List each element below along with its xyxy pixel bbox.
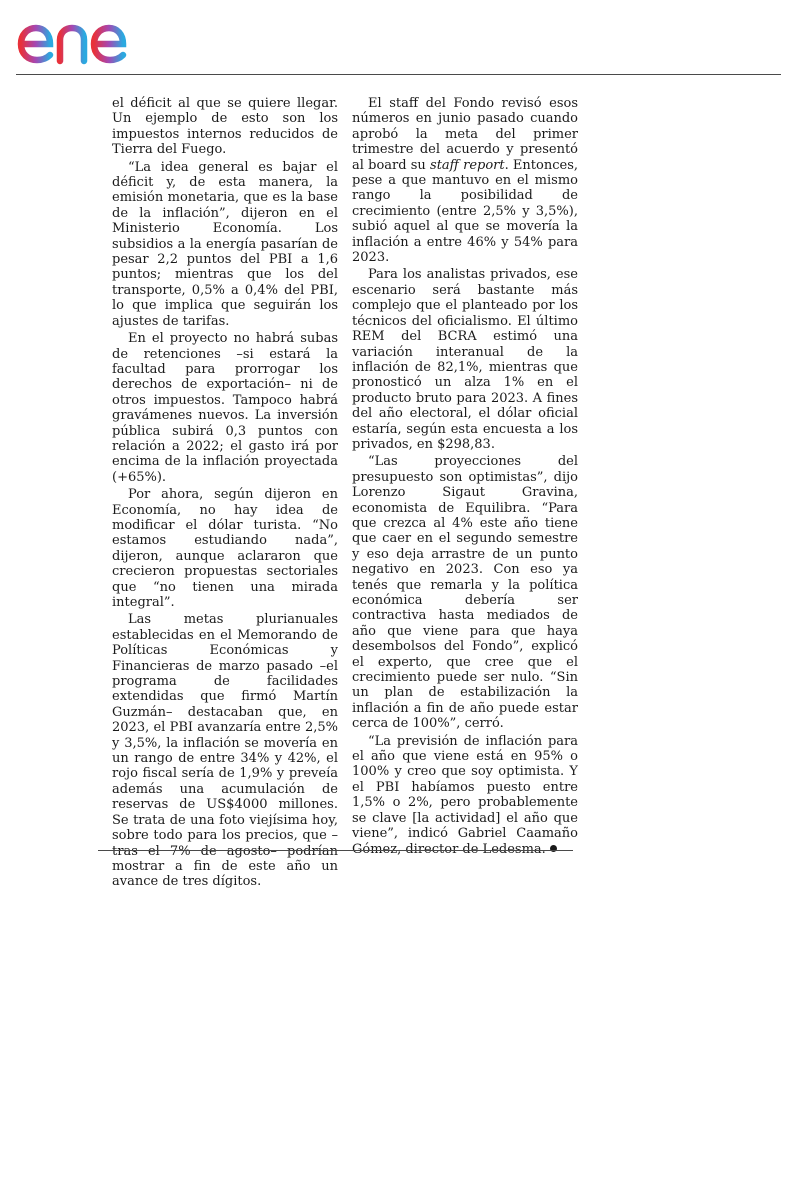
footer-rule xyxy=(98,850,573,851)
paragraph: En el proyecto no habrá subas de retenciones –si estará la facultad para prorrogar los derechos de exportación– ni de otros impuestos. Tampoco habrá gravámenes nuevos. La inversión pública subirá 0,3 puntos con relación a 2022; el gasto irá por encima de la inflación proyectada (+65%). xyxy=(112,331,338,485)
paragraph: el déficit al que se quiere llegar. Un ejemplo de esto son los impuestos internos reducidos de Tierra del Fuego. xyxy=(112,96,338,158)
paragraph xyxy=(352,96,578,265)
paragraph: Por ahora, según dijeron en Economía, no hay idea de modificar el dólar turista. “No estamos estudiando nada”, dijeron, aunque aclararon que crecieron propuestas sectoriales que “no tienen una mirada integral”. xyxy=(112,487,338,610)
text-run: . Entonces, pese a que mantuvo en el mismo rango la posibilidad de crecimiento (entre 2,5% y 3,5%), subió aquel al que se movería la inflación a entre 46% y 54% para 2023. xyxy=(352,157,578,266)
paragraph: “Las proyecciones del presupuesto son optimistas”, dijo Lorenzo Sigaut Gravina, economista de Equilibra. “Para que crezca al 4% este año tiene que caer en el segundo semestre y eso deja arrastre de un punto negativo en 2023. Con eso ya tenés que remarla y la política económica debería ser contractiva hasta mediados de año que viene para que haya desembolsos del Fondo”, explicó el experto, que cree que el crecimiento puede ser nulo. “Sin un plan de estabilización la inflación a fin de año puede estar cerca de 100%”, cerró. xyxy=(352,454,578,732)
header-rule xyxy=(16,74,781,75)
article-column-right xyxy=(352,96,578,857)
emphasis: staff report xyxy=(430,157,505,173)
enel-logo xyxy=(14,6,174,70)
paragraph: Las metas plurianuales establecidas en el Memorando de Políticas Económicas y Financieras de marzo pasado –el programa de facilidades extendidas que firmó Martín Guzmán– destacaban que, en 2023, el PBI avanzaría entre 2,5% y 3,5%, la inflación se movería en un rango de entre 34% y 42%, el rojo fiscal sería de 1,9% y preveía además una acumulación de reservas de US$4000 millones. Se trata de una foto viejísima hoy, sobre todo para los precios, que –tras el 7% de agosto– podrían mostrar a fin de este año un avance de tres dígitos. xyxy=(112,612,338,890)
paragraph: Para los analistas privados, ese escenario será bastante más complejo que el planteado por los técnicos del oficialismo. El último REM del BCRA estimó una variación interanual de la inflación de 82,1%, mientras que pronosticó un alza 1% en el producto bruto para 2023. A fines del año electoral, el dólar oficial estaría, según esta encuesta a los privados, en $298,83. xyxy=(352,267,578,452)
paragraph: “La idea general es bajar el déficit y, de esta manera, la emisión monetaria, que es la base de la inflación”, dijeron en el Ministerio Economía. Los subsidios a la energía pasarían de pesar 2,2 puntos del PBI a 1,6 puntos; mientras que los del transporte, 0,5% a 0,4% del PBI, lo que implica que seguirán los ajustes de tarifas. xyxy=(112,159,338,329)
article-column-left xyxy=(112,96,338,890)
text-run: El staff del Fondo revisó esos números en junio pasado cuando aprobó la meta del primer trimestre del acuerdo y presentó al board su xyxy=(352,96,578,173)
text-run: “La previsión de inflación para el año que viene está en 95% o 100% y creo que soy optimista. Y el PBI habíamos puesto entre 1,5% o 2%, pero probablemente se clave [la actividad] el año que viene”, indicó Gabriel Caamaño Gómez, director de Ledesma. xyxy=(352,733,578,857)
paragraph xyxy=(352,734,578,857)
